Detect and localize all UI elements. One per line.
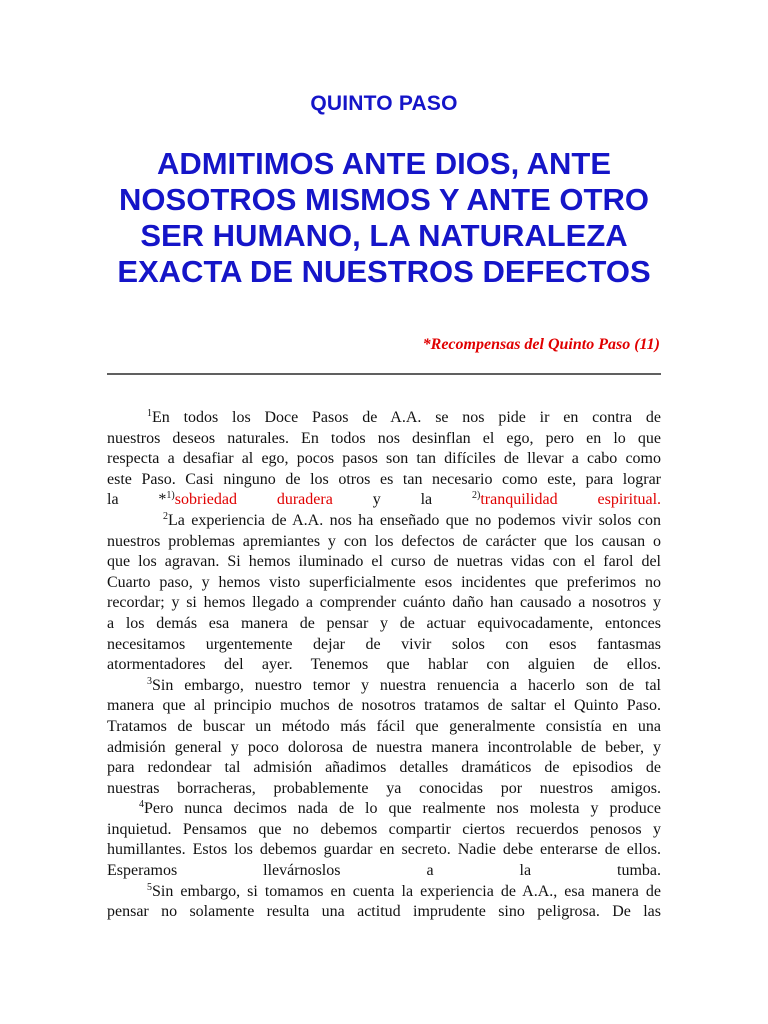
footnote-ref: 1) — [166, 490, 175, 502]
text-line: a los demás esa manera de pensar y de actuar equivocadamente, entonces — [107, 614, 661, 632]
text-line: la *$^{1)}$sobriedad duradera y la $^{2)}$tranquilidad espiritual. — [107, 490, 662, 509]
highlight-sobriety: sobriedad — [174, 491, 237, 509]
text-line: $^4$Pero nunca decimos nada de lo que realmente nos molesta y produce — [139, 799, 661, 818]
title-line: SER HUMANO, LA NATURALEZA — [140, 218, 628, 253]
text-line: nuestras borracheras, probablemente ya conocidas por nuestros amigos. — [107, 779, 661, 797]
paragraph-2 — [107, 511, 661, 676]
highlight-tranquility: tranquilidad — [480, 491, 558, 509]
footnote-ref: 5 — [147, 881, 152, 893]
text-line: atormentadores del ayer. Tenemos que hablar con alguien de ellos. — [107, 656, 661, 674]
text-line: $^1$En todos los Doce Pasos de A.A. se nos pide ir en contra de — [147, 408, 661, 426]
subtitle-rewards: *Recompensas del Quinto Paso (11) — [422, 336, 660, 353]
text-line: pensar no solamente resulta una actitud imprudente sino peligrosa. De las — [107, 903, 661, 921]
step-title — [84, 146, 684, 290]
footnote-ref: 4 — [139, 799, 144, 811]
paragraph-4 — [107, 799, 661, 881]
paragraph-1 — [107, 408, 661, 511]
text-line: Esperamos llevárnoslos a la tumba. — [107, 862, 661, 880]
footnote-ref: 2) — [471, 490, 481, 502]
title-line: EXACTA DE NUESTROS DEFECTOS — [117, 254, 651, 289]
footnote-ref: 3 — [147, 675, 152, 687]
text-line: Cuarto paso, y hemos visto superficialmente esos incidentes que preferimos no — [107, 573, 661, 591]
title-line: NOSOTROS MISMOS Y ANTE OTRO — [119, 182, 649, 217]
text-line: recordar; y si hemos llegado a comprender cuánto daño han causado a nosotros y — [107, 594, 661, 612]
body-text — [107, 408, 661, 923]
horizontal-rule — [107, 373, 661, 375]
text-line: humillantes. Estos los debemos guardar en secreto. Nadie debe enterarse de ellos. — [107, 841, 661, 859]
text-line: que los agravan. Si hemos iluminado el curso de nuetras vidas con el farol del — [107, 553, 661, 571]
text-line: nuestros deseos naturales. En todos nos desinflan el ego, pero en lo que — [107, 429, 661, 447]
text-line: $^5$Sin embargo, si tomamos en cuenta la experiencia de A.A., esa manera de — [147, 881, 661, 900]
title-line: ADMITIMOS ANTE DIOS, ANTE — [156, 146, 612, 181]
text-line: nuestros problemas apremiantes y con los defectos de carácter que los causan o — [107, 532, 661, 550]
footnote-ref: 2 — [163, 510, 168, 522]
step-label: QUINTO PASO — [310, 92, 458, 115]
text-line: para redondear tal admisión añadimos detalles dramáticos de episodios de — [107, 759, 661, 777]
text-line: este Paso. Casi ninguno de los otros es tan necesario como este, para lograr — [107, 470, 661, 488]
text-line: $^3$Sin embargo, nuestro temor y nuestra renuencia a hacerlo son de tal — [147, 675, 661, 694]
text-line: manera que al principio muchos de nosotros tratamos de saltar el Quinto Paso. — [107, 697, 661, 715]
paragraph-5 — [107, 882, 661, 923]
text-line: admisión general y poco dolorosa de nuestra manera incontrolable de beber, y — [107, 738, 661, 756]
text-line: respecta a desafiar al ego, pocos pasos son tan difíciles de llevar a cabo como — [107, 450, 661, 468]
text-line: Tratamos de buscar un método más fácil que generalmente consistía en una — [107, 717, 661, 735]
highlight-lasting: duradera — [276, 491, 333, 509]
highlight-spiritual: espiritual. — [597, 491, 662, 509]
text-line: inquietud. Pensamos que no debemos compartir ciertos recuerdos penosos y — [107, 820, 661, 838]
paragraph-3 — [107, 676, 661, 800]
asterisk: * — [158, 491, 167, 509]
footnote-ref: 1 — [147, 408, 152, 419]
text-line: necesitamos urgentemente dejar de vivir solos con esos fantasmas — [107, 635, 661, 653]
text-line: $^2$La experiencia de A.A. nos ha enseñado que no podemos vivir solos con — [163, 510, 661, 529]
